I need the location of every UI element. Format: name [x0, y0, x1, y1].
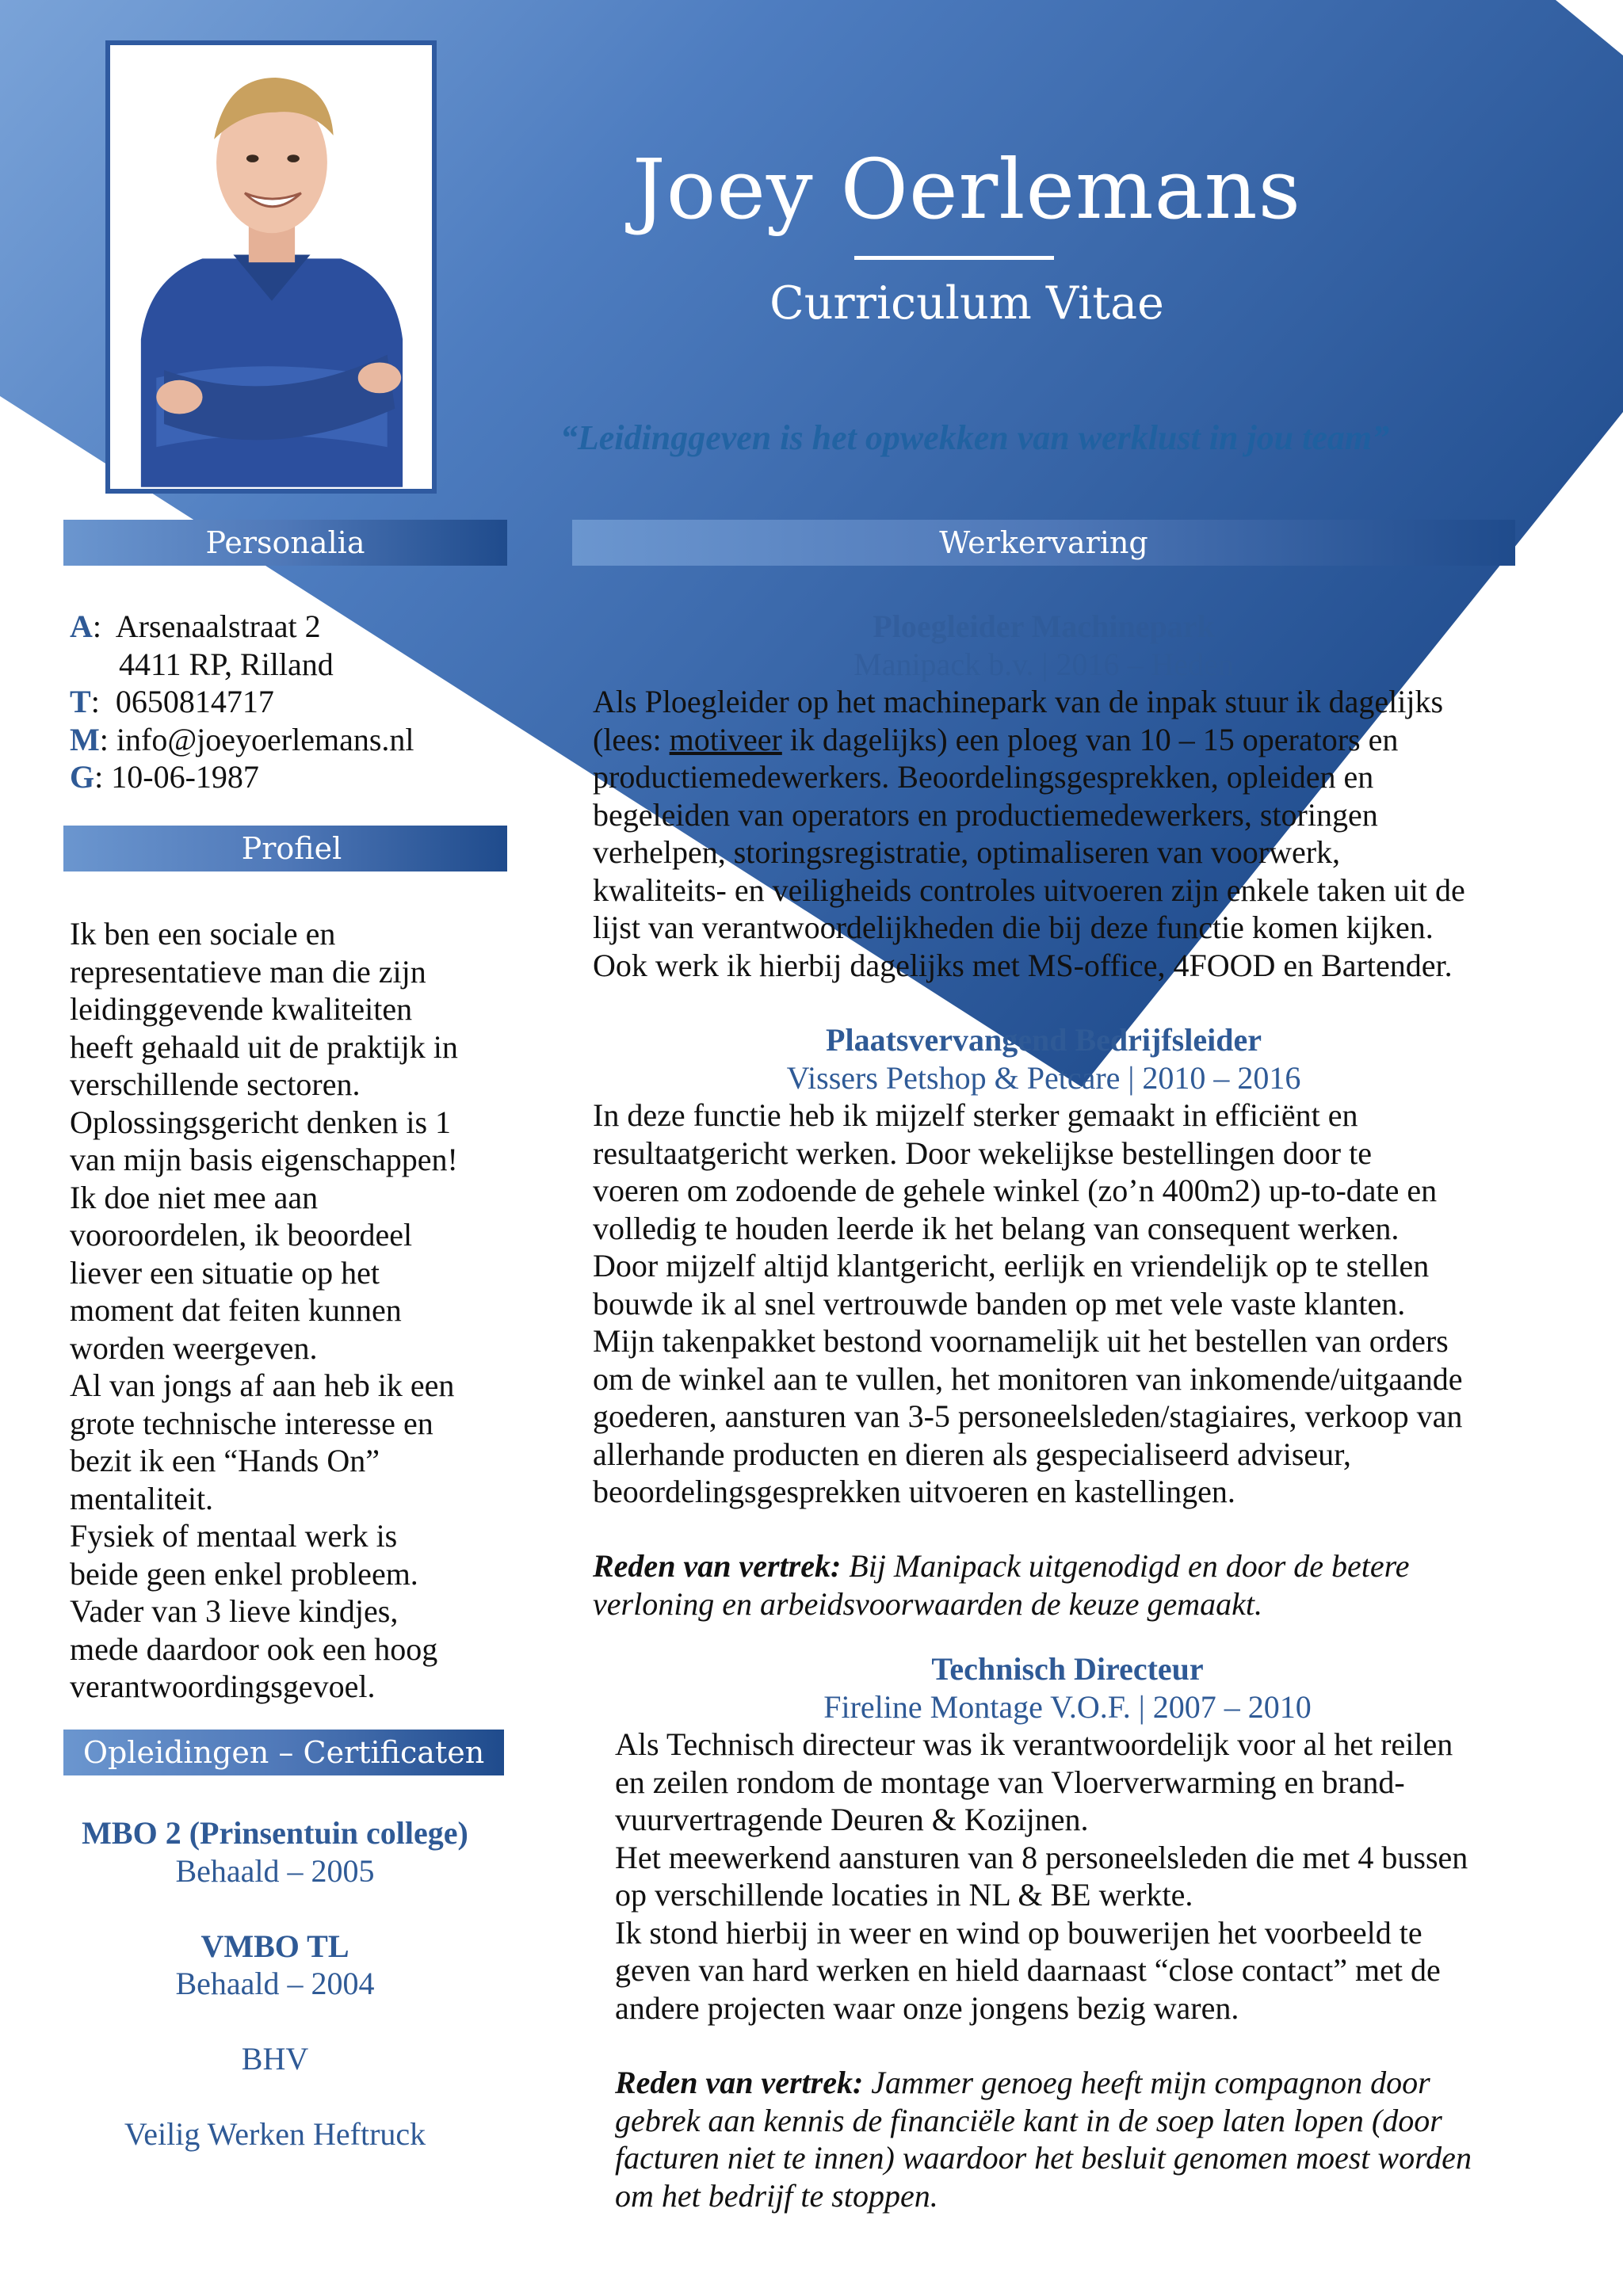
job-line: om de winkel aan te vullen, het monitoren van inkomende/uitgaande — [593, 1360, 1463, 1397]
opleiding-item — [63, 1814, 487, 1890]
profiel-line: moment dat feiten kunnen — [70, 1292, 402, 1328]
name-title: Joey Oerlemans — [632, 141, 1301, 238]
phone-line: T: 0650814717 — [70, 684, 274, 719]
job-line: bouwde ik al snel vertrouwde banden op met vele vaste klanten. — [593, 1285, 1406, 1322]
job-line: beoordelingsgesprekken uitvoeren en kastellingen. — [593, 1474, 1235, 1509]
profiel-line: grote technische interesse en — [70, 1405, 433, 1441]
opleidingen-list — [63, 1814, 487, 2191]
reason-line — [593, 1547, 1512, 1585]
profiel-line: vooroordelen, ik beoordeel — [70, 1217, 413, 1253]
job-line — [593, 721, 1512, 759]
job-line: Door mijzelf altijd klantgericht, eerlijk en vriendelijk op te stellen — [593, 1248, 1430, 1283]
personalia-block — [70, 608, 514, 796]
job-description — [593, 1097, 1512, 1511]
profiel-line: liever een situatie op het — [70, 1254, 380, 1291]
job-line-part: ik dagelijks) een ploeg van 10 – 15 operators en — [781, 721, 1399, 757]
job-line: Het meewerkend aansturen van 8 personeelsleden die met 4 bussen — [615, 1839, 1468, 1875]
certificaat-item — [63, 2040, 487, 2078]
profiel-text — [70, 915, 498, 1706]
job-line: vuurvertragende Deuren & Kozijnen. — [615, 1802, 1089, 1837]
job-line: allerhande producten en dieren als gespecialiseerd adviseur, — [593, 1436, 1351, 1472]
profiel-line: bezit ik een “Hands On” — [70, 1443, 380, 1478]
profiel-line: worden weergeven. — [70, 1329, 318, 1366]
reason-line — [615, 2064, 1534, 2102]
profiel-line: heeft gehaald uit de praktijk in — [70, 1028, 458, 1065]
email-value: info@joeyoerlemans.nl — [116, 721, 414, 757]
profiel-line: verschillende sectoren. — [70, 1066, 361, 1102]
job-line: voeren om zodoende de gehele winkel (zo’n 400m2) up-to-date en — [593, 1173, 1438, 1208]
motto-quote: “Leidinggeven is het opwekken van werklust in jou team” — [559, 418, 1390, 457]
phone-value: 0650814717 — [115, 684, 274, 719]
job-line: resultaatgericht werken. Door wekelijkse bestellingen door te — [593, 1135, 1372, 1171]
reason-line: facturen niet te innen) waardoor het besluit genomen moest worden — [615, 2140, 1472, 2176]
reden-van-vertrek — [615, 2064, 1534, 2214]
profiel-line: Oplossingsgericht denken is 1 — [70, 1104, 452, 1140]
job-line: In deze functie heb ik mijzelf sterker gemaakt in efficiënt en — [593, 1097, 1358, 1133]
phone-label: T — [70, 684, 91, 719]
opleiding-item — [63, 1928, 487, 2003]
job-header — [572, 1021, 1515, 1097]
person-illustration-icon — [110, 45, 432, 489]
job-line: op verschillende locaties in NL & BE werkte. — [615, 1877, 1193, 1913]
job-line: verhelpen, storingsregistratie, optimaliseren van voorwerk, — [593, 834, 1341, 870]
job-line-part: (lees: — [593, 721, 670, 757]
job-title: Technisch Directeur — [931, 1651, 1204, 1687]
profiel-line: mentaliteit. — [70, 1480, 214, 1516]
job-title: Plaatsvervangend Bedrijfsleider — [826, 1022, 1262, 1058]
job-title: Ploegleider Machinepark — [873, 608, 1215, 644]
profiel-line: Ik ben een sociale en — [70, 916, 336, 952]
job-company: Manipack b.v. | 2016 – Heden — [854, 646, 1234, 682]
job-header — [572, 608, 1515, 683]
job-company: Vissers Petshop & Petcare | 2010 – 2016 — [786, 1059, 1301, 1096]
email-label: M — [70, 721, 100, 757]
address-line-2: 4411 RP, Rilland — [119, 646, 334, 682]
reason-text: Bij Manipack uitgenodigd en door de betere — [841, 1548, 1410, 1584]
job-line: productiemedewerkers. Beoordelingsgesprekken, opleiden en — [593, 759, 1374, 795]
opleiding-sub: Behaald – 2004 — [175, 1966, 375, 2001]
job-header — [572, 1650, 1563, 1726]
job-line: kwaliteits- en veiligheids controles uitvoeren zijn enkele taken uit de — [593, 871, 1465, 908]
opleiding-title: VMBO TL — [200, 1928, 349, 1964]
certificaat-item — [63, 2115, 487, 2153]
reden-van-vertrek — [593, 1547, 1512, 1623]
job-line: Mijn takenpakket bestond voornamelijk uit het bestellen van orders — [593, 1323, 1449, 1359]
profiel-line: verantwoordingsgevoel. — [70, 1669, 376, 1704]
job-line: Ik stond hierbij in weer en wind op bouwerijen het voorbeeld te — [615, 1914, 1423, 1951]
birthdate-label: G — [70, 759, 95, 795]
reason-line: gebrek aan kennis de financiële kant in de soep laten lopen (door — [615, 2102, 1442, 2138]
profile-photo — [105, 40, 437, 494]
job-company: Fireline Montage V.O.F. | 2007 – 2010 — [823, 1688, 1312, 1725]
profiel-line: representatieve man die zijn — [70, 953, 426, 990]
job-line: Als Technisch directeur was ik verantwoordelijk voor al het reilen — [615, 1726, 1453, 1762]
job-description — [593, 683, 1512, 984]
motiveer-underlined: motiveer — [669, 721, 782, 757]
profiel-line: Al van jongs af aan heb ik een — [70, 1367, 455, 1403]
email-line: M: info@joeyoerlemans.nl — [70, 721, 414, 757]
reason-text: Jammer genoeg heeft mijn compagnon door — [863, 2065, 1430, 2100]
address-street: Arsenaalstraat 2 — [115, 608, 321, 644]
address-label: A — [70, 608, 93, 644]
profiel-line: Ik doe niet mee aan — [70, 1179, 319, 1215]
profiel-line: Vader van 3 lieve kindjes, — [70, 1593, 399, 1629]
profiel-line: van mijn basis eigenschappen! — [70, 1142, 458, 1177]
reason-line: verloning en arbeidsvoorwaarden de keuze gemaakt. — [593, 1585, 1262, 1622]
job-line: geven van hard werken en hield daarnaast “close contact” met de — [615, 1952, 1441, 1988]
job-line: Als Ploegleider op het machinepark van de inpak stuur ik dagelijks — [593, 684, 1444, 719]
reason-label: Reden van vertrek: — [593, 1548, 842, 1584]
certificaat-title: BHV — [241, 2041, 309, 2077]
certificaat-title: Veilig Werken Heftruck — [124, 2116, 426, 2152]
opleiding-title: MBO 2 (Prinsentuin college) — [82, 1815, 468, 1851]
job-description — [615, 1726, 1534, 2027]
job-line: lijst van verantwoordelijkheden die bij deze functie komen kijken. — [593, 910, 1434, 945]
job-line: Ook werk ik hierbij dagelijks met MS-office, 4FOOD en Bartender. — [593, 947, 1453, 983]
section-heading-werkervaring: Werkervaring — [572, 520, 1515, 566]
job-line: begeleiden van operators en productiemedewerkers, storingen — [593, 796, 1378, 833]
reason-label: Reden van vertrek: — [615, 2065, 864, 2100]
profiel-line: leidinggevende kwaliteiten — [70, 991, 413, 1027]
profiel-line: Fysiek of mentaal werk is — [70, 1518, 398, 1554]
title-divider — [854, 256, 1054, 260]
job-line: en zeilen rondom de montage van Vloerverwarming en brand- — [615, 1764, 1405, 1800]
job-line: goederen, aansturen van 3-5 personeelsleden/stagiaires, verkoop van — [593, 1398, 1463, 1434]
reason-line: om het bedrijf te stoppen. — [615, 2177, 938, 2214]
section-heading-opleidingen: Opleidingen – Certificaten — [63, 1730, 504, 1775]
opleiding-sub: Behaald – 2005 — [175, 1852, 375, 1889]
profiel-line: beide geen enkel probleem. — [70, 1555, 418, 1592]
job-line: volledig te houden leerde ik het belang van consequent werken. — [593, 1210, 1400, 1246]
section-heading-personalia: Personalia — [63, 520, 507, 566]
profiel-line: mede daardoor ook een hoog — [70, 1630, 438, 1667]
job-line: andere projecten waar onze jongens bezig waren. — [615, 1989, 1239, 2026]
birthdate-line: G: 10-06-1987 — [70, 759, 259, 795]
birthdate-value: 10-06-1987 — [111, 759, 259, 795]
address-line-1: A: Arsenaalstraat 2 — [70, 608, 321, 644]
document-subtitle: Curriculum Vitae — [769, 277, 1164, 330]
section-heading-profiel: Profiel — [63, 826, 507, 871]
